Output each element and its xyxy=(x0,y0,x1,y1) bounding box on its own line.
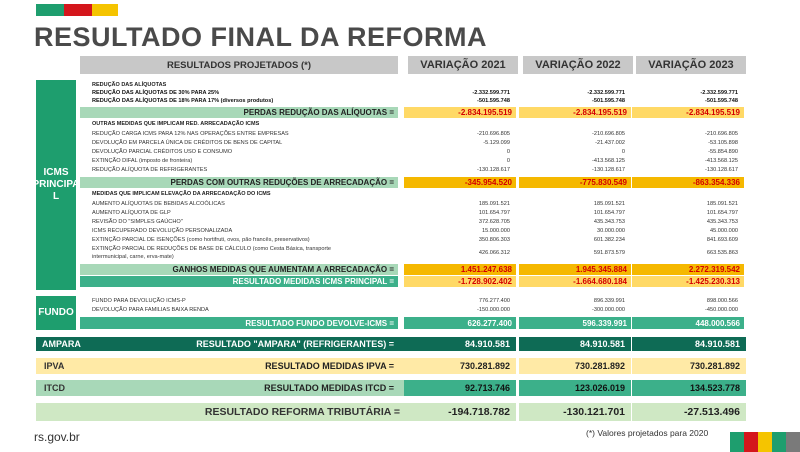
icms-side-line-2: PRINCIPA xyxy=(32,179,80,190)
table-row: AUMENTO ALÍQUOTA DE GLP 101.654.797 101.654.797 101.654.797 xyxy=(92,210,738,216)
ipva-2023: 730.281.892 xyxy=(632,358,746,374)
itcd-2022: 123.026.019 xyxy=(519,380,631,396)
sec3-total-2023: 2.272.319.542 xyxy=(632,264,744,275)
table-row: REDUÇÃO DAS ALÍQUOTAS DE 30% PARA 25% -2.332.599.771 -2.332.599.771 -2.332.599.771 xyxy=(92,90,738,96)
icms-side-line-1: ICMS xyxy=(43,167,69,178)
sec2-total-row xyxy=(80,177,746,188)
table-row: REDUÇÃO ALÍQUOTA DE REFRIGERANTES -130.128.617 -130.128.617 -130.128.617 xyxy=(92,167,738,173)
ipva-2021: 730.281.892 xyxy=(404,358,516,374)
ampara-row xyxy=(36,337,746,351)
icms-result-2022: -1.664.680.184 xyxy=(519,276,631,287)
itcd-side-label: ITCD xyxy=(36,380,404,396)
fundo-result-2021: 626.277.400 xyxy=(404,317,516,329)
itcd-row xyxy=(36,380,746,396)
site-url: rs.gov.br xyxy=(34,430,80,444)
itcd-2023: 134.523.778 xyxy=(632,380,746,396)
sec1-total-2023: -2.834.195.519 xyxy=(632,107,744,118)
fundo-result-label: RESULTADO FUNDO DEVOLVE-ICMS = xyxy=(80,317,398,329)
header-results-label: RESULTADOS PROJETADOS (*) xyxy=(80,56,398,74)
table-row: DEVOLUÇÃO PARCIAL CRÉDITOS USO E CONSUMO 0 0 -55.854.890 xyxy=(92,149,738,155)
table-row: EXTINÇÃO PARCIAL DE REDUÇÕES DE BASE DE CÁLCULO (como Cesta Básica, transporte 426.066.312 591.873.579 663.535.863 xyxy=(92,246,738,256)
fundo-result-2023: 448.000.566 xyxy=(632,317,744,329)
table-row-continuation: intermunicipal, carne, erva-mate) xyxy=(92,254,174,260)
icms-side-line-3: L xyxy=(52,191,60,202)
sec1-total-label: PERDAS REDUÇÃO DAS ALÍQUOTAS = xyxy=(80,107,398,118)
sec2-total-2022: -775.830.549 xyxy=(519,177,631,188)
ampara-side-label: AMPARA xyxy=(36,337,404,351)
icms-result-row xyxy=(80,276,746,287)
rs-flag-stripes-bottom xyxy=(730,432,800,452)
table-row: ICMS RECUPERADO DEVOLUÇÃO PERSONALIZADA 15.000.000 30.000.000 45.000.000 xyxy=(92,228,738,234)
sec3-total-label: GANHOS MEDIDAS QUE AUMENTAM A ARRECADAÇÃO = xyxy=(80,264,398,275)
header-year-2021: VARIAÇÃO 2021 xyxy=(408,56,518,74)
header-year-2022: VARIAÇÃO 2022 xyxy=(523,56,633,74)
footnote: (*) Valores projetados para 2020 xyxy=(586,428,709,438)
sec1-total-2022: -2.834.195.519 xyxy=(519,107,631,118)
sec2-heading: OUTRAS MEDIDAS QUE IMPLICAM RED. ARRECADAÇÃO ICMS xyxy=(92,121,260,127)
rs-flag-stripes-top xyxy=(36,4,118,16)
final-2021: -194.718.782 xyxy=(404,403,516,421)
fundo-side-label: FUNDO xyxy=(36,296,76,330)
table-row: REDUÇÃO DAS ALÍQUOTAS DE 18% PARA 17% (diversos produtos) -501.595.748 -501.595.748 -501.595.748 xyxy=(92,98,738,104)
page-title: RESULTADO FINAL DA REFORMA xyxy=(34,22,487,52)
sec2-total-2023: -863.354.336 xyxy=(632,177,744,188)
ampara-2022: 84.910.581 xyxy=(519,337,631,351)
sec1-heading: REDUÇÃO DAS ALÍQUOTAS xyxy=(92,82,167,88)
sec2-total-2021: -345.954.520 xyxy=(404,177,516,188)
table-row: REVISÃO DO "SIMPLES GAÚCHO" 372.628.705 435.343.753 435.343.753 xyxy=(92,219,738,225)
ampara-result-label: RESULTADO "AMPARA" (REFRIGERANTES) = xyxy=(196,339,394,349)
icms-result-2023: -1.425.230.313 xyxy=(632,276,744,287)
table-row: EXTINÇÃO DIFAL (imposto de fronteira) 0 -413.568.125 -413.568.125 xyxy=(92,158,738,164)
ampara-2021: 84.910.581 xyxy=(404,337,516,351)
sec1-total-2021: -2.834.195.519 xyxy=(404,107,516,118)
sec2-total-label: PERDAS COM OUTRAS REDUÇÕES DE ARRECADAÇÃO = xyxy=(80,177,398,188)
final-2023: -27.513.496 xyxy=(632,403,746,421)
final-2022: -130.121.701 xyxy=(519,403,631,421)
itcd-result-label: RESULTADO MEDIDAS ITCD = xyxy=(264,383,394,393)
header-year-2023: VARIAÇÃO 2023 xyxy=(636,56,746,74)
sec1-total-row xyxy=(80,107,746,118)
fundo-result-row xyxy=(80,317,746,329)
sec3-total-row xyxy=(80,264,746,275)
itcd-2021: 92.713.746 xyxy=(404,380,516,396)
ampara-2023: 84.910.581 xyxy=(632,337,746,351)
sec3-total-2021: 1.451.247.638 xyxy=(404,264,516,275)
table-row: EXTINÇÃO PARCIAL DE ISENÇÕES (como hortifruti, ovos, pão francês, preservativos) 350.806.303 601.382.234 841.693.609 xyxy=(92,237,738,243)
ipva-side-label: IPVA xyxy=(36,358,404,374)
table-row: REDUÇÃO CARGA ICMS PARA 12% NAS OPERAÇÕES ENTRE EMPRESAS -210.696.805 -210.696.805 -210.696.805 xyxy=(92,131,738,137)
ipva-2022: 730.281.892 xyxy=(519,358,631,374)
table-row: FUNDO PARA DEVOLUÇÃO ICMS-P 776.277.400 896.339.991 898.000.566 xyxy=(92,298,738,304)
fundo-result-2022: 596.339.991 xyxy=(519,317,631,329)
final-result-label: RESULTADO REFORMA TRIBUTÁRIA = xyxy=(36,403,404,421)
icms-result-2021: -1.728.902.402 xyxy=(404,276,516,287)
icms-side-label xyxy=(32,80,80,290)
icms-result-label: RESULTADO MEDIDAS ICMS PRINCIPAL = xyxy=(80,276,398,287)
final-row xyxy=(36,403,746,421)
ipva-row xyxy=(36,358,746,374)
sec3-total-2022: 1.945.345.884 xyxy=(519,264,631,275)
sec3-heading: MEDIDAS QUE IMPLICAM ELEVAÇÃO DA ARRECADAÇÃO DO ICMS xyxy=(92,191,271,197)
table-row: DEVOLUÇÃO EM PARCELA ÚNICA DE CRÉDITOS DE BENS DE CAPITAL -5.129.099 -21.437.002 -53.105.898 xyxy=(92,140,738,146)
table-row: DEVOLUÇÃO PARA FAMILIAS BAIXA RENDA -150.000.000 -300.000.000 -450.000.000 xyxy=(92,307,738,313)
ipva-result-label: RESULTADO MEDIDAS IPVA = xyxy=(265,361,394,371)
table-row: AUMENTO ALÍQUOTAS DE BEBIDAS ALCOÓLICAS 185.091.521 185.091.521 185.091.521 xyxy=(92,201,738,207)
